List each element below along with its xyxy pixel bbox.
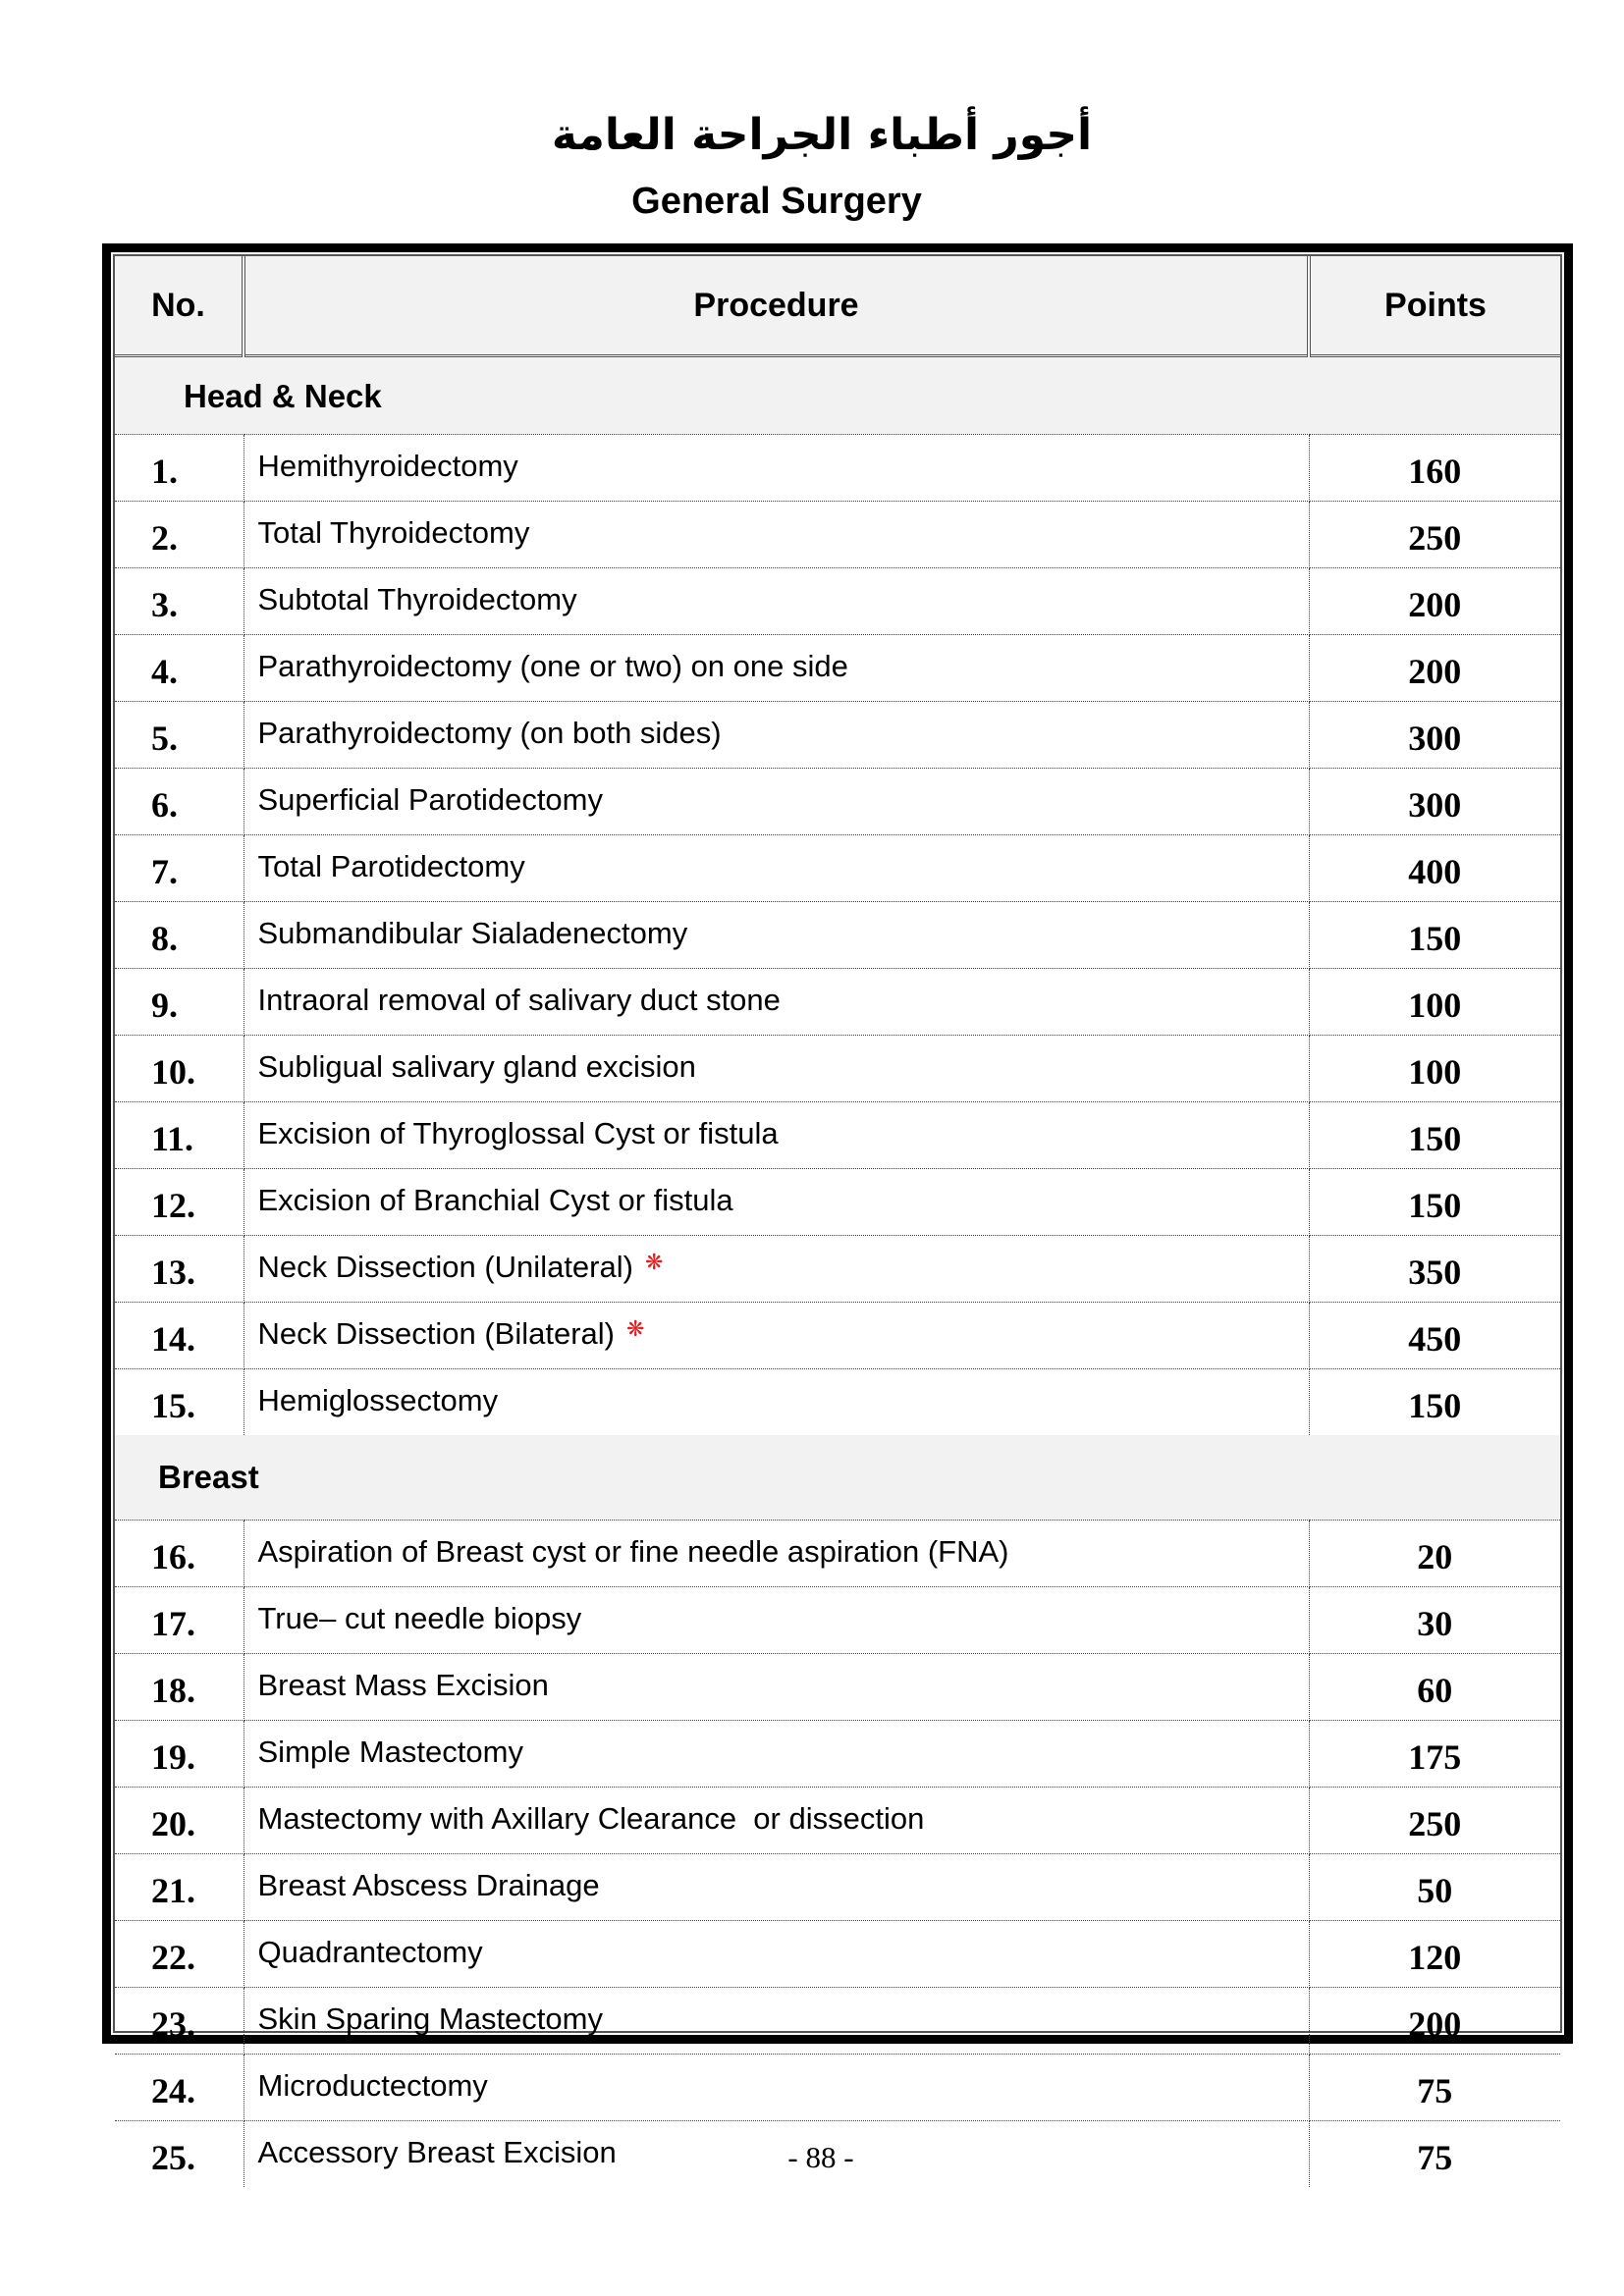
procedure-name: Skin Sparing Mastectomy bbox=[257, 2001, 603, 2036]
procedure-cell bbox=[244, 1788, 1309, 1854]
table-row bbox=[115, 1036, 1560, 1102]
table-row bbox=[115, 1788, 1560, 1854]
procedure-name: Parathyroidectomy (one or two) on one side bbox=[257, 648, 848, 683]
table-row bbox=[115, 1988, 1560, 2055]
section-breast bbox=[115, 1435, 1560, 2187]
row-number: 11. bbox=[115, 1102, 244, 1169]
points-value: 250 bbox=[1309, 1788, 1560, 1854]
points-value: 150 bbox=[1309, 902, 1560, 969]
table-row bbox=[115, 1303, 1560, 1369]
table-row bbox=[115, 1236, 1560, 1303]
procedure-cell bbox=[244, 1303, 1309, 1369]
procedure-name: Microductectomy bbox=[257, 2067, 488, 2103]
row-number: 22. bbox=[115, 1921, 244, 1988]
procedure-cell bbox=[244, 1921, 1309, 1988]
points-value: 400 bbox=[1309, 835, 1560, 902]
row-number: 4. bbox=[115, 635, 244, 702]
row-number: 18. bbox=[115, 1654, 244, 1721]
table-row bbox=[115, 1587, 1560, 1654]
asterisk-icon: ❋ bbox=[626, 1315, 645, 1341]
points-value: 450 bbox=[1309, 1303, 1560, 1369]
procedure-name: Intraoral removal of salivary duct stone bbox=[257, 982, 781, 1017]
procedure-cell bbox=[244, 435, 1309, 502]
column-header-no: No. bbox=[115, 256, 244, 356]
points-value: 160 bbox=[1309, 435, 1560, 502]
procedure-cell bbox=[244, 1854, 1309, 1921]
table-row bbox=[115, 1169, 1560, 1236]
procedure-cell bbox=[244, 502, 1309, 568]
table-row bbox=[115, 835, 1560, 902]
table-row bbox=[115, 1854, 1560, 1921]
procedure-cell bbox=[244, 1369, 1309, 1436]
row-number: 15. bbox=[115, 1369, 244, 1436]
points-value: 150 bbox=[1309, 1102, 1560, 1169]
procedure-cell bbox=[244, 1988, 1309, 2055]
row-number: 24. bbox=[115, 2055, 244, 2121]
row-number: 6. bbox=[115, 769, 244, 835]
points-value: 200 bbox=[1309, 568, 1560, 635]
points-value: 30 bbox=[1309, 1587, 1560, 1654]
points-value: 50 bbox=[1309, 1854, 1560, 1921]
row-number: 12. bbox=[115, 1169, 244, 1236]
row-number: 7. bbox=[115, 835, 244, 902]
points-value: 175 bbox=[1309, 1721, 1560, 1788]
points-value: 200 bbox=[1309, 635, 1560, 702]
row-number: 10. bbox=[115, 1036, 244, 1102]
points-value: 75 bbox=[1417, 2137, 1453, 2177]
section-head-neck bbox=[115, 356, 1560, 1436]
page-title-arabic: أجور أطباء الجراحة العامة bbox=[551, 110, 1093, 160]
row-number: 23. bbox=[115, 1988, 244, 2055]
table-row bbox=[115, 1721, 1560, 1788]
procedure-cell bbox=[244, 1721, 1309, 1788]
procedure-name: Total Parotidectomy bbox=[257, 848, 525, 883]
procedure-cell bbox=[244, 969, 1309, 1036]
procedure-cell bbox=[244, 702, 1309, 769]
procedure-name: Superficial Parotidectomy bbox=[257, 781, 603, 817]
table-row bbox=[115, 969, 1560, 1036]
procedure-name: Quadrantectomy bbox=[257, 1934, 483, 1969]
points-value: 350 bbox=[1309, 1236, 1560, 1303]
points-value: 75 bbox=[1309, 2055, 1560, 2121]
procedure-name: Aspiration of Breast cyst or fine needle aspiration (FNA) bbox=[257, 1533, 1009, 1569]
procedure-cell bbox=[244, 1036, 1309, 1102]
points-value: 300 bbox=[1309, 769, 1560, 835]
page-title: General Surgery bbox=[631, 181, 922, 222]
points-value: 100 bbox=[1309, 969, 1560, 1036]
procedure-name: Parathyroidectomy (on both sides) bbox=[257, 715, 722, 750]
procedure-cell bbox=[244, 1169, 1309, 1236]
points-value: 300 bbox=[1309, 702, 1560, 769]
procedure-name: Excision of Thyroglossal Cyst or fistula bbox=[257, 1115, 779, 1150]
table-row bbox=[115, 1521, 1560, 1587]
procedure-name: Subligual salivary gland excision bbox=[257, 1048, 696, 1084]
row-number: 14. bbox=[115, 1303, 244, 1369]
table-row bbox=[115, 902, 1560, 969]
procedure-name: Neck Dissection (Unilateral) bbox=[257, 1249, 633, 1284]
procedure-cell bbox=[244, 1521, 1309, 1587]
points-value: 120 bbox=[1309, 1921, 1560, 1988]
section-header-row bbox=[115, 356, 1560, 435]
table-header-row bbox=[115, 256, 1560, 356]
table-row bbox=[115, 1921, 1560, 1988]
row-number: 5. bbox=[115, 702, 244, 769]
points-value: 60 bbox=[1309, 1654, 1560, 1721]
table-row bbox=[115, 635, 1560, 702]
procedure-name: Submandibular Sialadenectomy bbox=[257, 915, 688, 950]
column-header-procedure: Procedure bbox=[244, 256, 1309, 356]
procedure-cell bbox=[244, 1654, 1309, 1721]
procedure-cell bbox=[244, 1587, 1309, 1654]
row-number: 3. bbox=[115, 568, 244, 635]
procedure-name: True– cut needle biopsy bbox=[257, 1600, 582, 1635]
row-number: 19. bbox=[115, 1721, 244, 1788]
points-value: 150 bbox=[1309, 1169, 1560, 1236]
section-title: Head & Neck bbox=[115, 356, 1560, 435]
asterisk-icon: ❋ bbox=[644, 1249, 664, 1274]
points-value: 150 bbox=[1408, 1385, 1462, 1425]
row-number: 16. bbox=[115, 1521, 244, 1587]
points-value: 250 bbox=[1309, 502, 1560, 568]
page-number: - 88 - bbox=[787, 2140, 854, 2174]
procedure-cell bbox=[244, 635, 1309, 702]
procedure-name: Mastectomy with Axillary Clearance or dissection bbox=[257, 1800, 925, 1836]
procedure-name: Neck Dissection (Bilateral) bbox=[257, 1315, 615, 1351]
procedure-name: Accessory Breast Excision bbox=[257, 2134, 617, 2169]
procedure-name: Subtotal Thyroidectomy bbox=[257, 581, 577, 616]
table-row bbox=[115, 1654, 1560, 1721]
points-value: 100 bbox=[1309, 1036, 1560, 1102]
procedure-cell bbox=[244, 902, 1309, 969]
procedure-name: Breast Abscess Drainage bbox=[257, 1867, 600, 1902]
procedure-name: Total Thyroidectomy bbox=[257, 514, 530, 550]
points-value: 20 bbox=[1309, 1521, 1560, 1587]
procedure-cell bbox=[244, 835, 1309, 902]
section-header-row bbox=[115, 1435, 1560, 1521]
procedure-name: Breast Mass Excision bbox=[257, 1667, 549, 1702]
table-row bbox=[115, 568, 1560, 635]
procedure-cell bbox=[244, 1102, 1309, 1169]
procedure-cell bbox=[244, 769, 1309, 835]
row-number: 1. bbox=[115, 435, 244, 502]
row-number: 25. bbox=[115, 2121, 244, 2188]
table-row bbox=[115, 702, 1560, 769]
table-row bbox=[115, 1102, 1560, 1169]
row-number: 9. bbox=[115, 969, 244, 1036]
table-row bbox=[115, 502, 1560, 568]
column-header-points: Points bbox=[1309, 256, 1560, 356]
table-row bbox=[115, 2055, 1560, 2121]
procedure-cell bbox=[244, 1236, 1309, 1303]
table-row bbox=[115, 1369, 1560, 1436]
points-value: 200 bbox=[1309, 1988, 1560, 2055]
procedure-name: Simple Mastectomy bbox=[257, 1734, 523, 1769]
procedure-cell bbox=[244, 2055, 1309, 2121]
row-number: 8. bbox=[115, 902, 244, 969]
procedure-name: Excision of Branchial Cyst or fistula bbox=[257, 1182, 733, 1217]
procedure-name: Hemithyroidectomy bbox=[257, 448, 518, 483]
table-row bbox=[115, 769, 1560, 835]
table-row bbox=[115, 435, 1560, 502]
row-number: 2. bbox=[115, 502, 244, 568]
fee-table bbox=[115, 256, 1560, 2187]
row-number: 13. bbox=[115, 1236, 244, 1303]
section-title: Breast bbox=[115, 1435, 1560, 1521]
row-number: 21. bbox=[115, 1854, 244, 1921]
procedure-cell bbox=[244, 568, 1309, 635]
procedure-name: Hemiglossectomy bbox=[257, 1382, 499, 1417]
row-number: 17. bbox=[115, 1587, 244, 1654]
row-number: 20. bbox=[115, 1788, 244, 1854]
